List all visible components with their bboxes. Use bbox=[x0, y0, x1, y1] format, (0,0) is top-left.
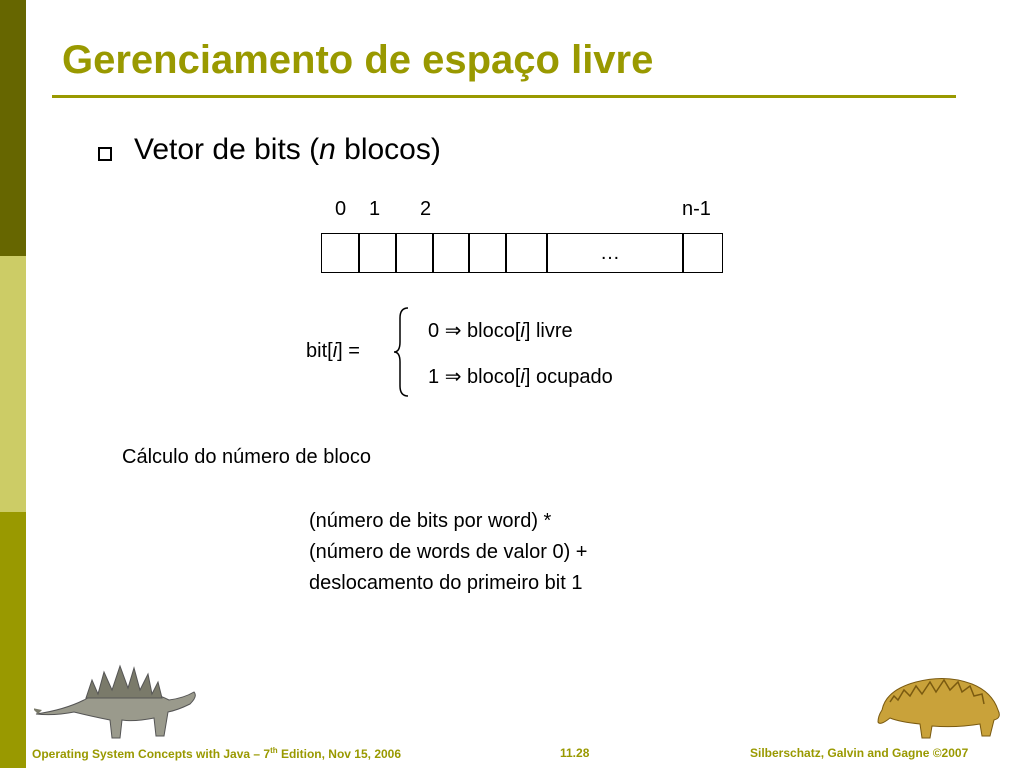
bullet-text bbox=[134, 133, 441, 167]
calculation-formula bbox=[309, 506, 587, 599]
case-used-text-suffix: ] ocupado bbox=[524, 366, 613, 388]
bit-index-last: n-1 bbox=[682, 198, 711, 220]
curly-brace-icon bbox=[392, 306, 412, 398]
title-underline bbox=[52, 95, 956, 98]
bullet-var: n bbox=[319, 133, 336, 166]
side-bar-top bbox=[0, 0, 26, 256]
case-used bbox=[428, 364, 613, 389]
bit-vector-ellipsis: … bbox=[600, 242, 620, 264]
bit-cell-divider bbox=[432, 234, 434, 272]
formula-line: (número de words de valor 0) + bbox=[309, 541, 588, 563]
bit-index-1: 1 bbox=[369, 198, 381, 220]
case-free-text-prefix: bloco[ bbox=[461, 320, 521, 342]
footer-left-post: Edition, Nov 15, 2006 bbox=[277, 747, 402, 761]
case-free-text-suffix: ] livre bbox=[524, 320, 573, 342]
slide-title: Gerenciamento de espaço livre bbox=[62, 38, 654, 82]
stegosaurus-icon bbox=[34, 644, 199, 744]
footer-book-title bbox=[32, 746, 401, 761]
case-free-var: i bbox=[520, 320, 525, 342]
bit-definition-label bbox=[306, 340, 360, 363]
bit-cell-divider bbox=[395, 234, 397, 272]
calculation-heading: Cálculo do número de bloco bbox=[122, 446, 372, 468]
bit-label-suffix: ] = bbox=[337, 340, 360, 362]
case-used-var: i bbox=[520, 366, 525, 388]
bit-label-prefix: bit[ bbox=[306, 340, 333, 362]
bit-cell-divider bbox=[468, 234, 470, 272]
footer-authors: Silberschatz, Galvin and Gagne ©2007 bbox=[750, 746, 969, 760]
bit-cell-divider bbox=[505, 234, 507, 272]
bit-cell-divider bbox=[546, 234, 548, 272]
bullet-suffix: blocos) bbox=[335, 133, 441, 166]
case-used-value: 1 bbox=[428, 366, 440, 388]
bit-vector bbox=[321, 233, 723, 273]
ankylosaurus-icon bbox=[876, 666, 1006, 746]
side-bar-bottom bbox=[0, 512, 26, 768]
implies-arrow-icon: ⇒ bbox=[444, 320, 462, 342]
bit-index-2: 2 bbox=[420, 198, 432, 220]
footer-left-pre: Operating System Concepts with Java – 7 bbox=[32, 747, 271, 761]
formula-line: (número de bits por word) * bbox=[309, 510, 552, 532]
bit-index-0: 0 bbox=[335, 198, 347, 220]
footer-left-sup: th bbox=[270, 746, 278, 755]
case-free bbox=[428, 318, 573, 343]
bit-cell-divider bbox=[358, 234, 360, 272]
bullet-prefix: Vetor de bits ( bbox=[134, 133, 320, 166]
case-free-value: 0 bbox=[428, 320, 440, 342]
side-bar-middle bbox=[0, 256, 26, 512]
bit-cell-divider bbox=[682, 234, 684, 272]
footer-page-number: 11.28 bbox=[560, 746, 590, 760]
case-used-text-prefix: bloco[ bbox=[461, 366, 521, 388]
bullet-square-icon bbox=[98, 147, 112, 161]
formula-line: deslocamento do primeiro bit 1 bbox=[309, 572, 583, 594]
bit-label-var: i bbox=[332, 340, 338, 362]
implies-arrow-icon: ⇒ bbox=[444, 366, 462, 388]
